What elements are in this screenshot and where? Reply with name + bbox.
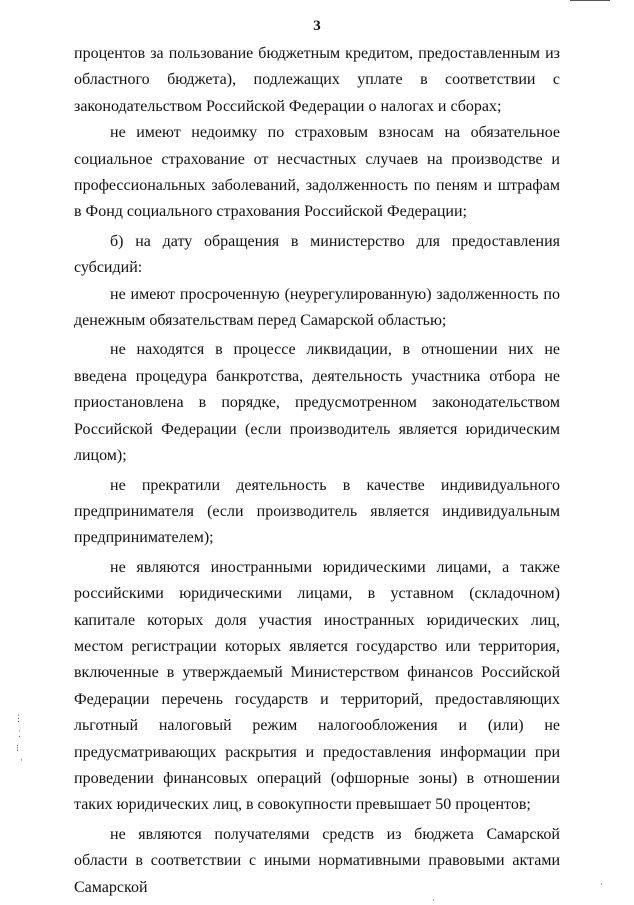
paragraph-liquidation: не находятся в процессе ликвидации, в отношении них не введена процедура банкротства, деятельность участника отбора не приостановлена в порядке, предусмотренном законодательством Российской Федерации (если производитель является юридическим лицом); — [74, 341, 560, 465]
paragraph-foreign-entities: не являются иностранными юридическими лицами, а также российскими юридическими лицами, в уставном (складочном) капитале которых доля участия иностранных юридических лиц, местом регистрации которых является государство или территория, включенные в утверждаемый Министерством финансов Российской Федерации перечень государств и территорий, предоставляющих льготный налоговый режим налогообложения и (или) не предусматривающих раскрытия и предоставления информации при проведении финансовых операций (офшорные зоны) в отношении таких юридических лиц, в совокупности превышает 50 процентов; — [74, 558, 560, 814]
scan-noise-mark: ⋮ — [14, 713, 23, 723]
scan-noise-mark: · — [432, 895, 435, 905]
paragraph-other-budget-funds: не являются получателями средств из бюджета Самарской области в соответствии с иными нормативными правовыми актами Самарской — [74, 825, 560, 896]
scan-edge-line — [570, 0, 610, 1]
scan-noise-mark: · — [20, 755, 23, 765]
scan-noise-mark: ⁚ — [18, 729, 21, 739]
page-number: 3 — [313, 18, 321, 34]
scan-noise-mark: ⁝ — [16, 743, 19, 753]
paragraph-application-date: б) на дату обращения в министерство для предоставления субсидий: — [74, 232, 560, 277]
paragraph-overdue-debt: не имеют просроченную (неурегулированную) задолженность по денежным обязательствам перед Самарской областью; — [74, 285, 560, 330]
paragraph-social-insurance-arrears: не имеют недоимку по страховым взносам на обязательное социальное страхование от несчастных случаев на производстве и профессиональных заболеваний, задолженность по пеням и штрафам в Фонд социального страхования Российской Федерации; — [74, 124, 560, 221]
scan-noise-mark: · — [600, 879, 603, 889]
document-body — [74, 41, 560, 901]
paragraph-individual-entrepreneur: не прекратили деятельность в качестве индивидуального предпринимателя (если производитель является индивидуальным предпринимателем); — [74, 476, 560, 547]
paragraph-continuation: процентов за пользование бюджетным кредитом, предоставленным из областного бюджета), подлежащих уплате в соответствии с законодательством Российской Федерации о налогах и сборах; — [74, 45, 560, 115]
